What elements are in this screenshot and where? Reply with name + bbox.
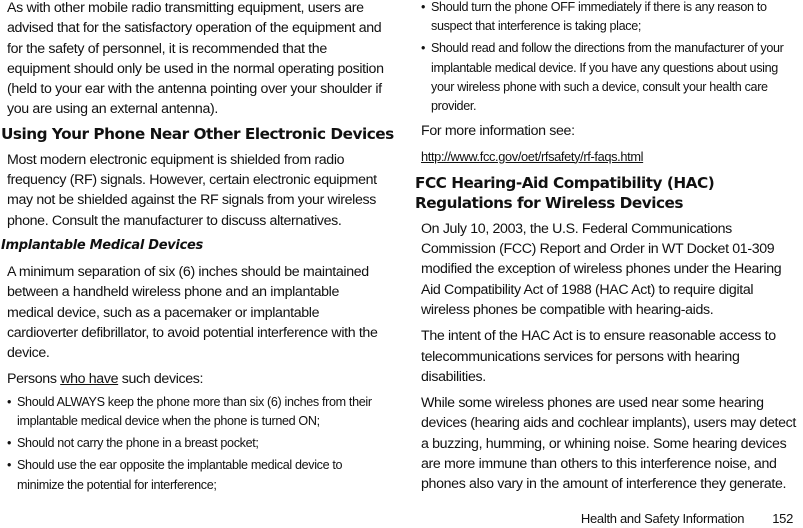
section-heading-electronic-devices: Using Your Phone Near Other Electronic Devices: [1, 124, 394, 143]
footer-section-title: Health and Safety Information: [580, 511, 745, 526]
persons-text-b: such devices:: [118, 371, 204, 388]
right-column: [415, 0, 803, 495]
list-item: • Should turn the phone OFF immediately if there is any reason to suspect that interference is taking place;: [421, 0, 803, 36]
fcc-heading-line-2: Regulations for Wireless Devices: [415, 193, 684, 212]
intro-paragraph: As with other mobile radio transmitting equipment, users are advised that for the satisfactory operation of the equipment and for the safety of personnel, it is recommended that the equipment should only be used in the normal operating position (held to your ear with the antenna pointing over your shoulder if you are using an external antenna).: [7, 0, 384, 118]
list-item: • Should not carry the phone in a breast pocket;: [7, 434, 387, 453]
intent-paragraph: The intent of the HAC Act is to ensure reasonable access to telecommunications services for persons with hearing disabilities.: [421, 328, 776, 385]
fcc-link-line: [421, 147, 803, 167]
right-bullet-list: [421, 0, 803, 116]
list-item: • Should read and follow the directions from the manufacturer of your implantable medical device. If you have any questions about using your wireless phone with such a device, consult your health care provider.: [421, 39, 803, 116]
shielded-paragraph: Most modern electronic equipment is shielded from radio frequency (RF) signals. However, certain electronic equipment may not be shielded against the RF signals from your wireless phone. Consult the manufacturer to discuss alternatives.: [7, 151, 377, 229]
subheading-implantable: Implantable Medical Devices: [1, 237, 203, 253]
page-footer: [581, 511, 793, 527]
persons-text-underlined: who have: [60, 371, 119, 388]
separation-paragraph: A minimum separation of six (6) inches should be maintained between a handheld wireless phone and an implantable medical device, such as a pacemaker or implantable cardioverter defibrillator, to avoid potential interference with the device.: [7, 263, 378, 362]
july-paragraph: On July 10, 2003, the U.S. Federal Communications Commission (FCC) Report and Order in WT Docket 01-309 modified the exception of wireless phones under the Hearing Aid Compatibility Act of 1988 (HAC Act) to require digital wireless phones be compatible with hearing-aids.: [421, 220, 782, 318]
more-info-label: For more information see:: [421, 123, 575, 140]
list-item: • Should use the ear opposite the implantable medical device to minimize the potential for interference;: [7, 456, 387, 494]
fcc-heading-line-1: FCC Hearing-Aid Compatibility (HAC): [415, 173, 715, 192]
fcc-faq-link[interactable]: http://www.fcc.gov/oet/rfsafety/rf-faqs.html: [421, 148, 644, 164]
left-bullet-list: [7, 393, 387, 495]
section-heading-fcc-hac: [415, 173, 803, 213]
page-number: 152: [772, 511, 793, 526]
left-column: [1, 0, 394, 495]
while-paragraph: While some wireless phones are used near some hearing devices (hearing aids and cochlear implants), users may detect a buzzing, humming, or whining noise. Some hearing devices are more immune than others to this interference noise, and phones also vary in the amount of interference they generate.: [421, 395, 796, 493]
persons-text-a: Persons: [7, 371, 61, 388]
list-item: • Should ALWAYS keep the phone more than six (6) inches from their implantable medical device when the phone is turned ON;: [7, 393, 387, 431]
persons-paragraph: [7, 369, 387, 389]
